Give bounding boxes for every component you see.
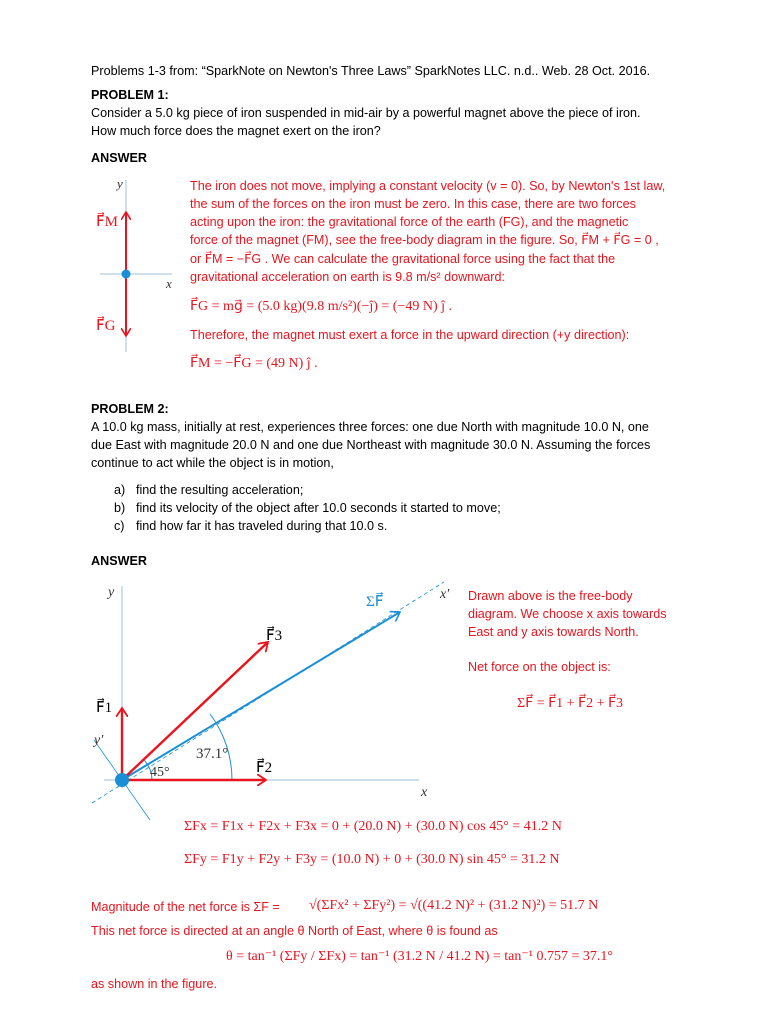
problem1-free-body-diagram xyxy=(90,170,190,370)
p2-sum-fx-equation: ΣFx = F1x + F2x + F3x = 0 + (20.0 N) + (30.0 N) cos 45° = 41.2 N xyxy=(184,819,562,834)
p2-f3-label: F⃗3 xyxy=(266,628,283,644)
p2-side-text-line2: diagram. We choose x axis towards xyxy=(468,607,667,621)
p1-answer-line5: or F⃗M = −F⃗G . We can calculate the gravitational force using the fact that the xyxy=(190,252,616,266)
problem2-free-body-diagram xyxy=(84,578,464,808)
problem2-text-line2: due East with magnitude 20.0 N and one due Northeast with magnitude 30.0 N. Assuming the forces xyxy=(91,438,651,452)
p2-net-force-label: ΣF⃗ xyxy=(366,594,384,610)
p1-answer-line1: The iron does not move, implying a constant velocity (v = 0). So, by Newton's 1st law, xyxy=(190,179,666,193)
p1-object-dot xyxy=(122,270,131,279)
problem1-text-line2: How much force does the magnet exert on the iron? xyxy=(91,124,381,138)
problem1-text-line1: Consider a 5.0 kg piece of iron suspended in mid-air by a powerful magnet above the piece of iron. xyxy=(91,106,641,120)
p2-net-force-equation: ΣF⃗ = F⃗1 + F⃗2 + F⃗3 xyxy=(517,696,624,711)
p1-force-up-label: F⃗M xyxy=(96,214,118,230)
p2-angle-45-label: 45° xyxy=(150,765,170,780)
p2-x-label: x xyxy=(421,785,428,800)
p2-net-force-label-text: Net force on the object is: xyxy=(468,660,611,674)
p2-magnitude-equation: √(ΣFx² + ΣFy²) = √((41.2 N)² + (31.2 N)²) = 51.7 N xyxy=(309,898,599,913)
p1-answer-line6: gravitational acceleration on earth is 9.8 m/s² downward: xyxy=(190,270,506,284)
p2-x-prime-label: x′ xyxy=(440,587,450,602)
list-item xyxy=(114,517,387,535)
problem2-text-line1: A 10.0 kg mass, initially at rest, experiences three forces: one due North with magnitude 10.0 N, one xyxy=(91,420,649,434)
problem2-text-line3: continue to act while the object is in motion, xyxy=(91,456,334,470)
p2-sum-fy-equation: ΣFy = F1y + F2y + F3y = (10.0 N) + 0 + (30.0 N) sin 45° = 31.2 N xyxy=(184,852,560,867)
p1-answer-line2: the sum of the forces on the iron must be zero. In this case, there are two forces xyxy=(190,197,636,211)
p2-side-text-line3: East and y axis towards North. xyxy=(468,625,639,639)
p2-f3-arrow xyxy=(122,642,268,780)
problem2-heading: PROBLEM 2: xyxy=(91,402,169,416)
p1-therefore-line: Therefore, the magnet must exert a force in the upward direction (+y direction): xyxy=(190,328,630,342)
p1-y-label: y xyxy=(117,176,123,191)
p2-object-dot xyxy=(115,773,129,787)
p2-f1-label: F⃗1 xyxy=(96,700,113,716)
problem1-heading: PROBLEM 1: xyxy=(91,88,169,102)
p2-theta-equation: θ = tan⁻¹ (ΣFy / ΣFx) = tan⁻¹ (31.2 N / 41.2 N) = tan⁻¹ 0.757 = 37.1° xyxy=(226,949,613,964)
list-marker: c) xyxy=(114,519,125,533)
p2-angle-net-label: 37.1° xyxy=(196,746,229,762)
p2-direction-text: This net force is directed at an angle θ North of East, where θ is found as xyxy=(91,924,498,938)
p2-net-force-arrow xyxy=(122,612,400,780)
p1-x-label: x xyxy=(166,276,172,291)
problem2-answer-heading: ANSWER xyxy=(91,554,147,568)
p2-f2-label: F⃗2 xyxy=(256,760,273,776)
list-text: find its velocity of the object after 10.0 seconds it started to move; xyxy=(136,501,501,515)
p1-answer-line4: force of the magnet (FM), see the free-body diagram in the figure. So, F⃗M + F⃗G = 0 , xyxy=(190,233,659,247)
problem1-answer-heading: ANSWER xyxy=(91,151,147,165)
p2-y-prime-label: y′ xyxy=(94,733,104,748)
source-line: Problems 1-3 from: “SparkNote on Newton's Three Laws” SparkNotes LLC. n.d.. Web. 28 Oct. 2016. xyxy=(91,64,651,78)
p1-magnet-equation: F⃗M = −F⃗G = (49 N) ĵ . xyxy=(190,356,318,371)
list-item xyxy=(114,499,501,517)
p1-force-down-label: F⃗G xyxy=(96,318,116,334)
list-marker: b) xyxy=(114,501,126,515)
list-text: find how far it has traveled during that 10.0 s. xyxy=(136,519,388,533)
p2-side-text-line1: Drawn above is the free-body xyxy=(468,589,633,603)
p2-magnitude-label: Magnitude of the net force is ΣF = xyxy=(91,900,280,914)
p2-closing-text: as shown in the figure. xyxy=(91,977,218,991)
p1-gravity-equation: F⃗G = mg⃗ = (5.0 kg)(9.8 m/s²)(−ĵ) = (−49 N) ĵ . xyxy=(190,299,453,314)
list-item xyxy=(114,481,303,499)
p1-answer-line3: acting upon the iron: the gravitational force of the earth (FG), and the magnetic xyxy=(190,215,629,229)
list-text: find the resulting acceleration; xyxy=(136,483,304,497)
list-marker: a) xyxy=(114,483,126,497)
p2-y-label: y xyxy=(108,585,115,600)
